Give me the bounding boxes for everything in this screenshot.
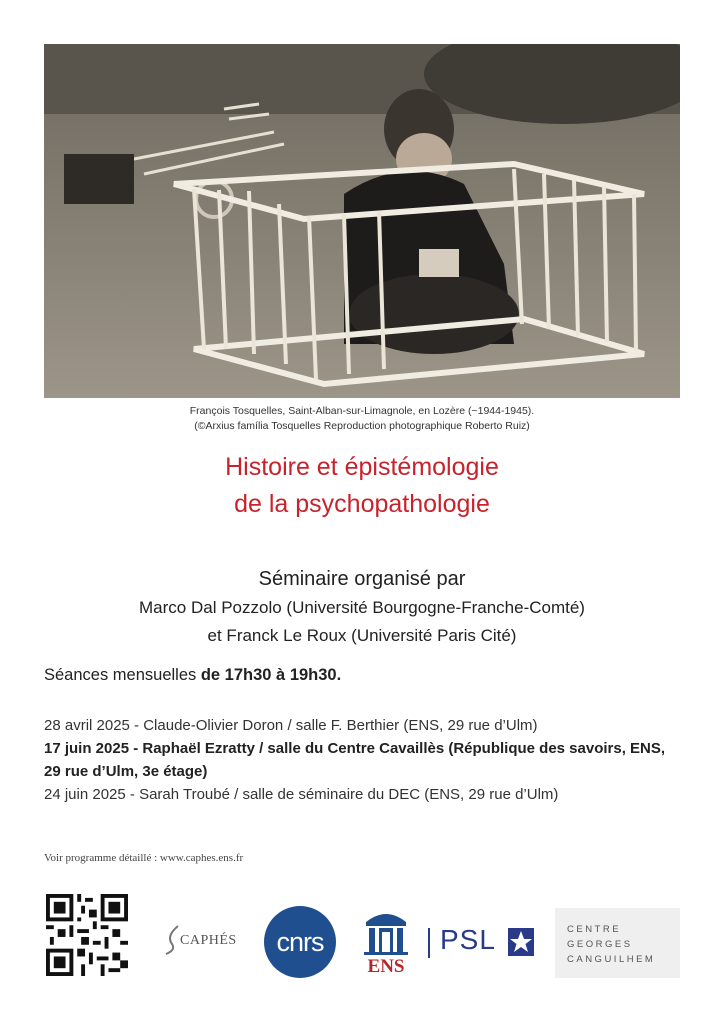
ens-logo-text: ENS — [367, 956, 405, 977]
photo-caption-line1: François Tosquelles, Saint-Alban-sur-Limagnole, en Lozère (~1944-1945). — [189, 405, 535, 417]
psl-logo — [428, 922, 538, 962]
qr-code-icon — [46, 894, 128, 976]
psl-logo-text: PSL — [440, 924, 496, 955]
organizers-heading: Séminaire organisé par — [258, 568, 466, 590]
cgc-line2: GEORGES — [567, 939, 633, 950]
program-entry-2: 17 juin 2025 - Raphaël Ezratty / salle du Centre Cavaillès (République des savoirs, ENS, 29 rue d’Ulm, 3e étage) — [44, 740, 666, 780]
session-schedule-prefix: Séances mensuelles — [44, 666, 201, 684]
star-icon — [508, 928, 534, 956]
ens-logo — [360, 910, 412, 980]
cgc-line3: CANGUILHEM — [567, 954, 656, 965]
cnrs-logo — [264, 906, 336, 978]
organizer-line1: Marco Dal Pozzolo (Université Bourgogne-Franche-Comté) — [139, 598, 585, 617]
title-line1: Histoire et épistémologie — [225, 453, 499, 481]
organizer-line2: et Franck Le Roux (Université Paris Cité) — [207, 626, 517, 645]
cgc-line1: CENTRE — [567, 924, 622, 935]
historical-photograph — [44, 44, 680, 398]
ens-building-icon — [360, 910, 412, 956]
caphes-logo-text: CAPHÉS — [180, 933, 237, 948]
centre-georges-canguilhem-logo — [555, 908, 680, 978]
program-entry-1: 28 avril 2025 - Claude-Olivier Doron / salle F. Berthier (ENS, 29 rue d’Ulm) — [44, 717, 538, 734]
photo-caption-line2: (©Arxius família Tosquelles Reproduction photographique Roberto Ruiz) — [194, 420, 530, 432]
photo-illustration — [44, 44, 680, 398]
psl-divider — [428, 928, 430, 958]
caphes-mark-icon — [162, 922, 182, 958]
program-link[interactable]: Voir programme détaillé : www.caphes.ens.fr — [44, 852, 244, 864]
partner-logos — [44, 892, 680, 982]
cnrs-logo-text: cnrs — [276, 926, 324, 957]
caphes-logo — [162, 922, 246, 958]
session-schedule — [44, 664, 341, 686]
program-entry-3: 24 juin 2025 - Sarah Troubé / salle de séminaire du DEC (ENS, 29 rue d’Ulm) — [44, 786, 559, 803]
session-schedule-time: de 17h30 à 19h30. — [200, 666, 342, 684]
program-list — [44, 714, 684, 806]
title-line2: de la psychopathologie — [234, 490, 490, 518]
